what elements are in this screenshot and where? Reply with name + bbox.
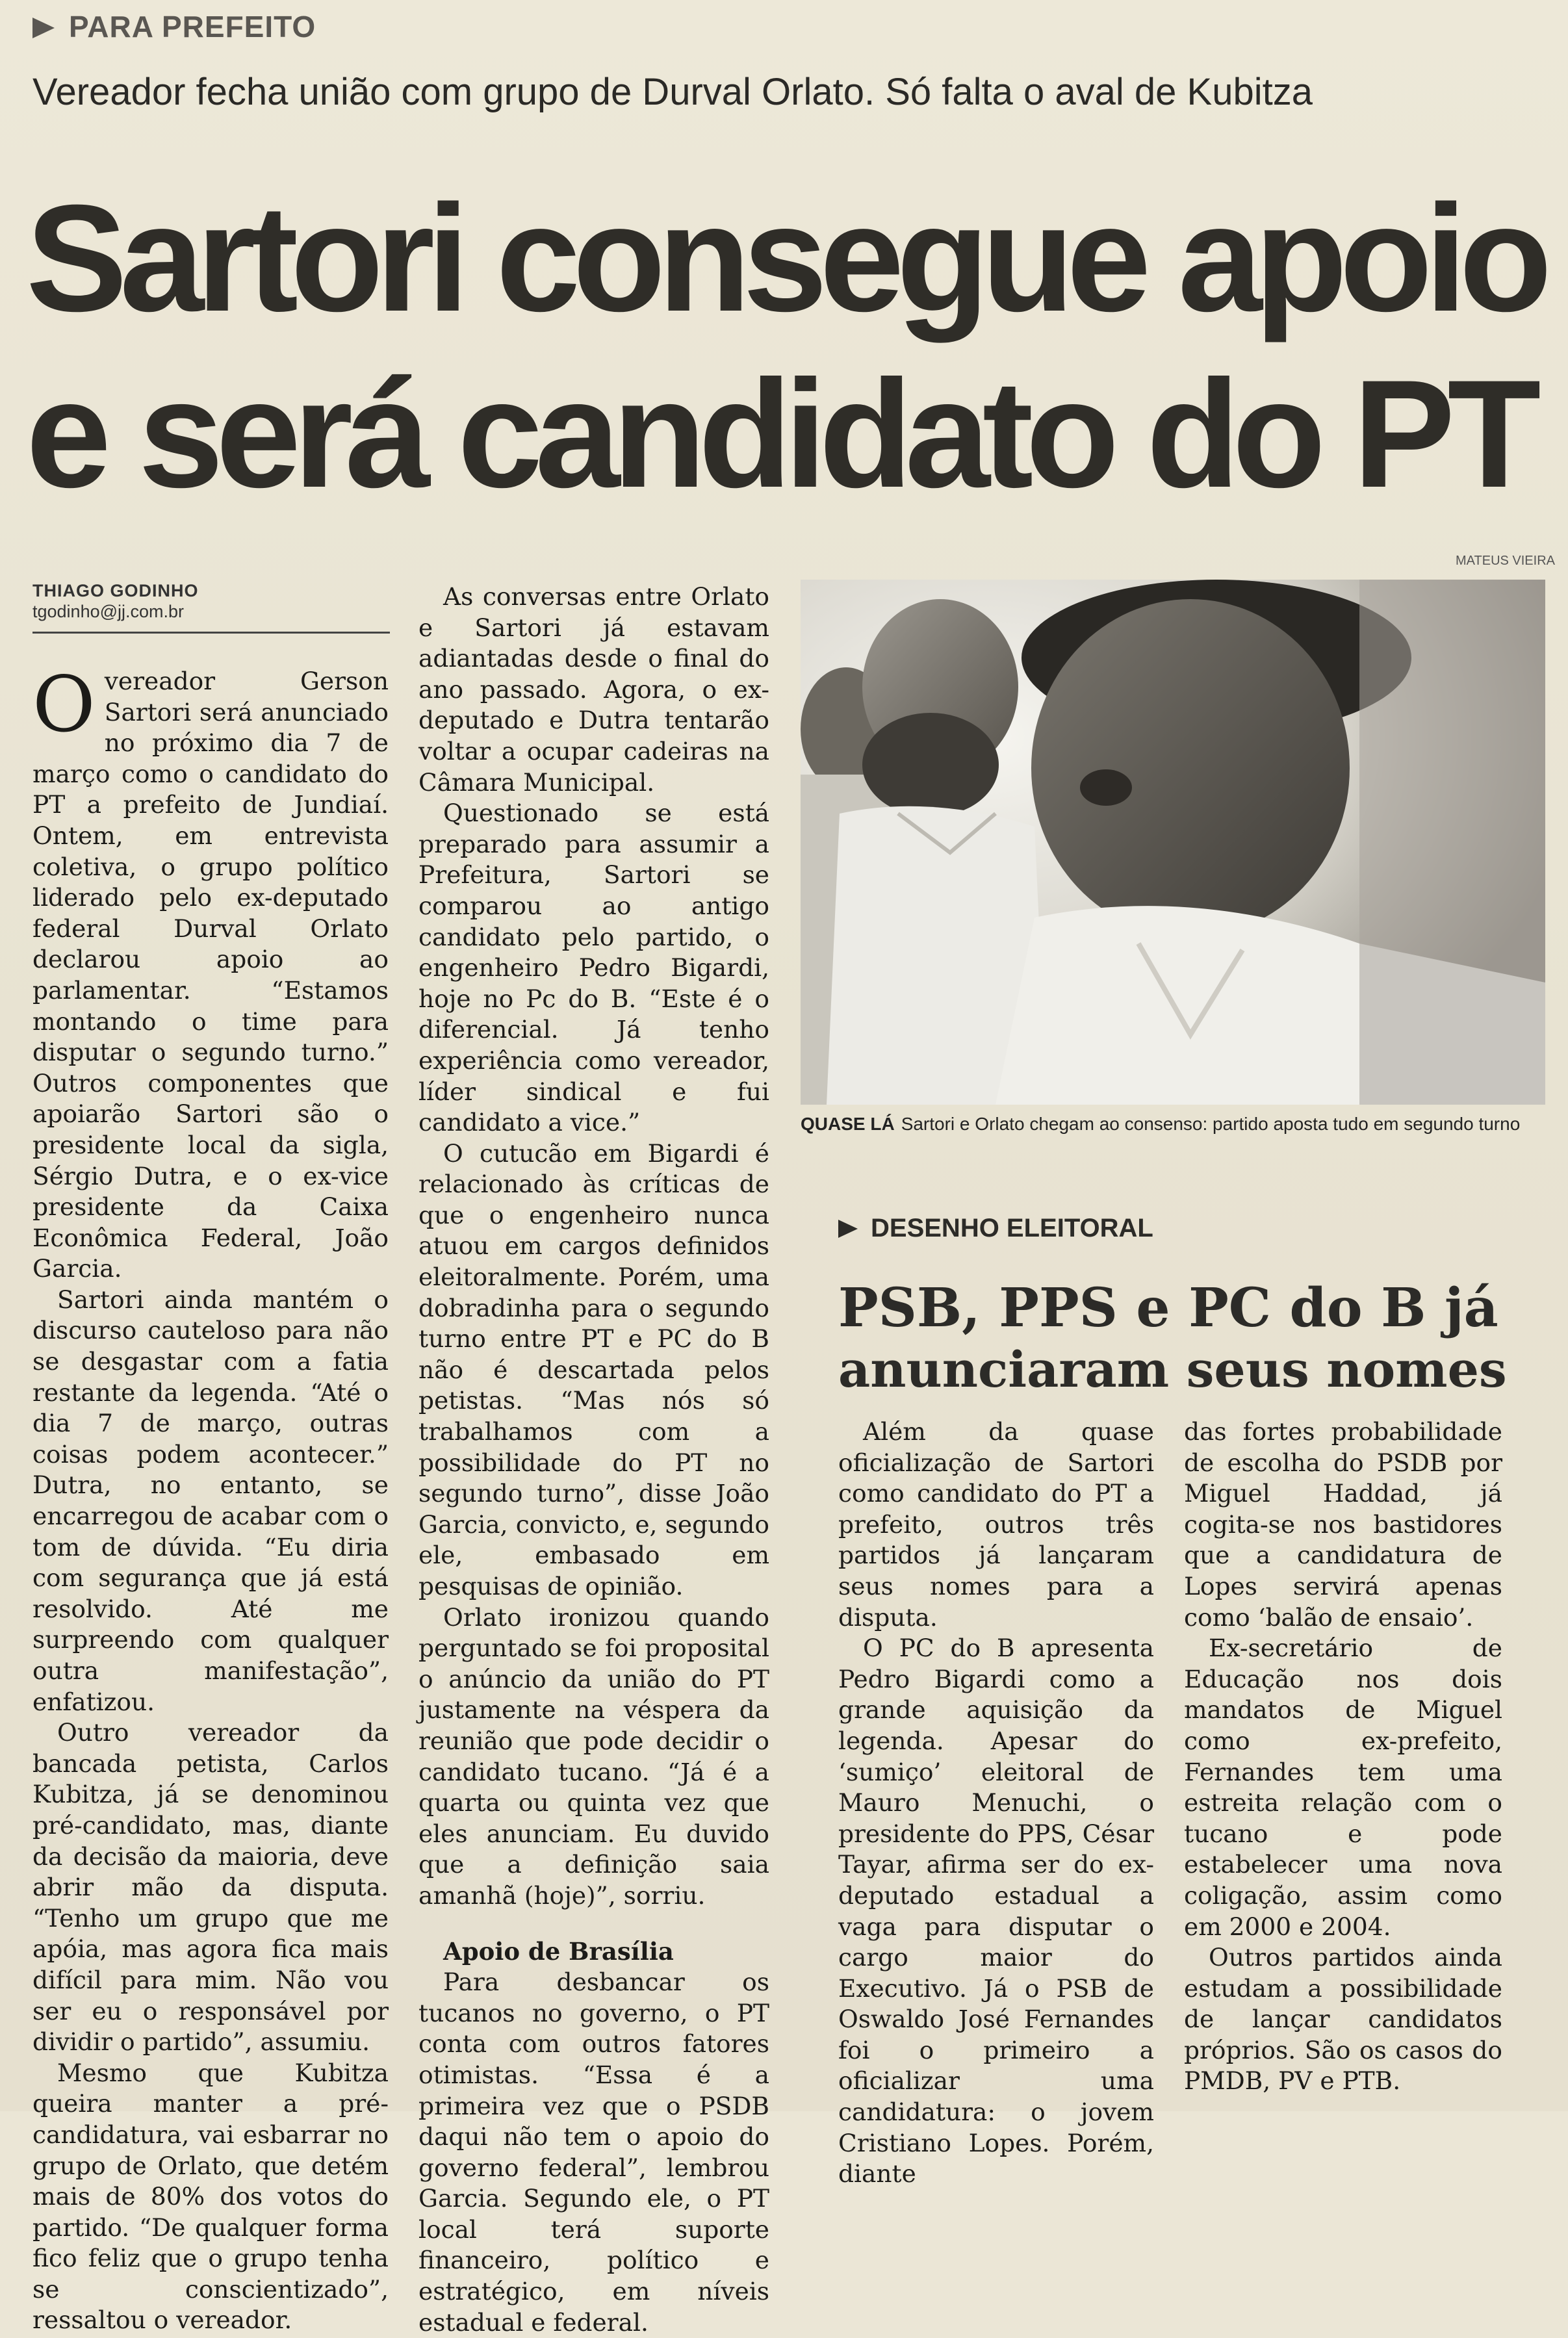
article-paragraph: Mesmo que Kubitza queira manter a pré-candidatura, vai esbarrar no grupo de Orlato, que detém mais de 80% dos votos do partido. “De qualquer forma fico feliz que o grupo tenha se conscientizado”, ressaltou o vereador. (32, 2058, 389, 2335)
drop-cap: O (32, 660, 96, 749)
article-paragraph: Sartori ainda mantém o discurso cauteloso para não se desgastar com a fatia restante da legenda. “Até o dia 7 de março, outras coisas podem acontecer.” Dutra, no entanto, se encarregou de acabar com o tom de dúvida. “Eu diria com segurança que já está resolvido. Até me surpreendo com qualquer outra manifestação”, enfatizou. (32, 1285, 389, 1716)
sidebar-kicker-label: DESENHO ELEITORAL (871, 1214, 1153, 1242)
article-paragraph: Para desbancar os tucanos no governo, o PT conta com outros fatores otimistas. “Essa é a primeira vez que o PSDB daqui não tem o apoio do governo federal”, lembrou Garcia. Segundo ele, o PT local terá suporte financeiro, político e estratégico, em níveis estadual e federal. (418, 1968, 769, 2337)
arrow-right-icon (32, 18, 55, 38)
sidebar-paragraph: O PC do B apresenta Pedro Bigardi como a grande aquisição da legenda. Apesar do ‘sumiço’ eleitoral de Mauro Menuchi, o presidente do PPS, César Tayar, afirma ser do ex-deputado estadual a vaga para disputar o cargo maior do Executivo. Já o PSB de Oswaldo José Fernandes foi o primeiro a oficializar uma candidatura: o jovem Cristiano Lopes. Porém, diante (838, 1634, 1154, 2189)
photo-illustration (801, 580, 1545, 1105)
sidebar-column-2 (1184, 1417, 1502, 2097)
article-paragraph: As conversas entre Orlato e Sartori já estavam adiantadas desde o final do ano passado. Agora, o ex-deputado e Dutra tentarão voltar a ocupar cadeiras na Câmara Municipal. (418, 582, 769, 797)
sidebar-column-1 (838, 1417, 1154, 2190)
article-paragraph (32, 660, 389, 1285)
headline-line-2: e será candidato do PT (26, 348, 1534, 520)
photo-credit: MATEUS VIEIRA (1456, 554, 1555, 568)
headline-line-1: Sartori consegue apoio (26, 173, 1545, 343)
article-column-2 (418, 582, 769, 2338)
sidebar-paragraph: Além da quase oficialização de Sartori como candidato do PT a prefeito, outros três partidos já lançaram seus nomes para a disputa. (838, 1417, 1154, 1632)
sidebar-title-line-1: PSB, PPS e PC do B já (838, 1277, 1498, 1339)
article-paragraph-text: vereador Gerson Sartori será anunciado no próximo dia 7 de março como o candidato do PT a prefeito de Jundiaí. Ontem, em entrevista coletiva, o grupo político liderado pelo ex-deputado federal Durval Orlato declarou apoio ao parlamentar. “Estamos montando o time para disputar o segundo turno.” Outros componentes que apoiarão Sartori são o presidente local da sigla, Sérgio Dutra, e o ex-vice presidente da Caixa Econômica Federal, João Garcia. (32, 667, 389, 1283)
byline-email: tgodinho@jj.com.br (32, 602, 185, 621)
article-paragraph: Questionado se está preparado para assumir a Prefeitura, Sartori se comparou ao antigo candidato pelo partido, o engenheiro Pedro Bigardi, hoje no Pc do B. “Este é o diferencial. Já tenho experiência como vereador, líder sindical e fui candidato a vice.” (418, 799, 769, 1137)
sidebar-paragraph: Outros partidos ainda estudam a possibilidade de lançar candidatos próprios. São os casos do PMDB, PV e PTB. (1184, 1943, 1502, 2096)
byline-divider (32, 632, 390, 634)
article-paragraph: Orlato ironizou quando perguntado se foi proposital o anúncio da união do PT justamente na véspera da reunião que pode decidir o candidato tucano. “Já é a quarta ou quinta vez que eles anunciam. Eu duvido que a definição saia amanhã (hoje)”, sorriu. (418, 1602, 769, 1910)
arrow-right-icon (838, 1220, 858, 1238)
photo-caption (801, 1114, 1520, 1135)
article-paragraph: Outro vereador da bancada petista, Carlos Kubitza, já se denominou pré-candidato, mas, diante da decisão da maioria, deve abrir mão da disputa. “Tenho um grupo que me apóia, mas agora fica mais difícil para mim. Não vou ser eu o responsável por dividir o partido”, assumiu. (32, 1718, 389, 2057)
article-column-1 (32, 660, 389, 2336)
photo-sartori-orlato (801, 580, 1545, 1105)
section-kicker (32, 9, 316, 44)
article-paragraph: O cutucão em Bigardi é relacionado às críticas de que o engenheiro nunca atuou em cargos definidos eleitoralmente. Porém, uma dobradinha para o segundo turno entre PT e PC do B não é descartada pelos petistas. “Mas nós só trabalhamos com a possibilidade do PT no segundo turno”, disse João Garcia, convicto, e, segundo ele, embasado em pesquisas de opinião. (418, 1138, 769, 1600)
article-subtitle: Vereador fecha união com grupo de Durval Orlato. Só falta o aval de Kubitza (32, 71, 1313, 113)
article-subhead: Apoio de Brasília (443, 1936, 674, 1966)
caption-label: QUASE LÁ (801, 1114, 895, 1134)
caption-text: Sartori e Orlato chegam ao consenso: partido aposta tudo em segundo turno (901, 1114, 1521, 1134)
sidebar-kicker (838, 1214, 1153, 1243)
sidebar-title-line-2: anunciaram seus nomes (838, 1341, 1507, 1398)
sidebar-paragraph: das fortes probabilidade de escolha do PSDB por Miguel Haddad, já cogita-se nos bastidores que a candidatura de Lopes servirá apenas como ‘balão de ensaio’. (1184, 1417, 1502, 1632)
byline-author: THIAGO GODINHO (32, 581, 199, 600)
sidebar-paragraph: Ex-secretário de Educação nos dois mandatos de Miguel como ex-prefeito, Fernandes tem uma estreita relação com o tucano e pode estabelecer uma nova coligação, assim como em 2000 e 2004. (1184, 1634, 1502, 1941)
section-kicker-label: PARA PREFEITO (69, 10, 316, 44)
